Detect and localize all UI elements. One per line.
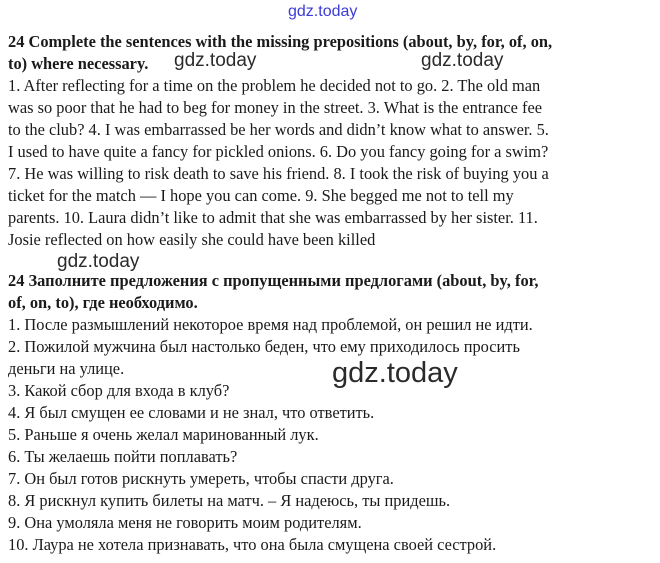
russian-item: 8. Я рискнул купить билеты на матч. – Я надеюсь, ты придешь. <box>8 491 451 510</box>
russian-item: 9. Она умоляла меня не говорить моим родителям. <box>8 513 362 532</box>
english-exercise <box>8 31 648 251</box>
english-line: was so poor that he had to beg for money in the street. 3. What is the entrance fee <box>8 98 543 117</box>
russian-heading: 24 Заполните предложения с пропущенными предлогами (about, by, for, <box>8 271 539 290</box>
watermark-section-gap: gdz.today <box>57 251 140 272</box>
russian-item: деньги на улице. <box>8 359 125 378</box>
russian-item: 1. После размышлений некоторое время над проблемой, он решил не идти. <box>8 315 533 334</box>
english-heading: 24 Complete the sentences with the missing prepositions (about, by, for, of, on, <box>8 32 553 51</box>
english-line: 1. After reflecting for a time on the problem he decided not to go. 2. The old man <box>8 76 541 95</box>
watermark-mid-left: gdz.today <box>174 50 257 71</box>
russian-heading-line2: of, on, to), где необходимо. <box>8 293 198 312</box>
russian-exercise <box>8 270 648 556</box>
english-line: I used to have quite a fancy for pickled onions. 6. Do you fancy going for a swim? <box>8 142 549 161</box>
watermark-mid-right: gdz.today <box>421 50 504 71</box>
russian-item: 3. Какой сбор для входа в клуб? <box>8 381 230 400</box>
russian-item: 6. Ты желаешь пойти поплавать? <box>8 447 238 466</box>
russian-item: 5. Раньше я очень желал маринованный лук. <box>8 425 319 444</box>
russian-item: 10. Лаура не хотела признавать, что она была смущена своей сестрой. <box>8 535 497 554</box>
russian-item: 2. Пожилой мужчина был настолько беден, что ему приходилось просить <box>8 337 520 356</box>
english-heading-line2: to) where necessary. <box>8 54 149 73</box>
english-line: Josie reflected on how easily she could have been killed <box>8 230 376 249</box>
watermark-large: gdz.today <box>332 357 458 389</box>
english-line: parents. 10. Laura didn’t like to admit that she was embarrassed by her sister. 11. <box>8 208 538 227</box>
english-line: ticket for the match — I hope you can come. 9. She begged me not to tell my <box>8 186 514 205</box>
english-line: 7. He was willing to risk death to save his friend. 8. I took the risk of buying you a <box>8 164 549 183</box>
watermark-top[interactable]: gdz.today <box>288 3 358 20</box>
russian-item: 4. Я был смущен ее словами и не знал, что ответить. <box>8 403 375 422</box>
english-line: to the club? 4. I was embarrassed be her words and didn’t know what to answer. 5. <box>8 120 549 139</box>
russian-item: 7. Он был готов рискнуть умереть, чтобы спасти друга. <box>8 469 394 488</box>
